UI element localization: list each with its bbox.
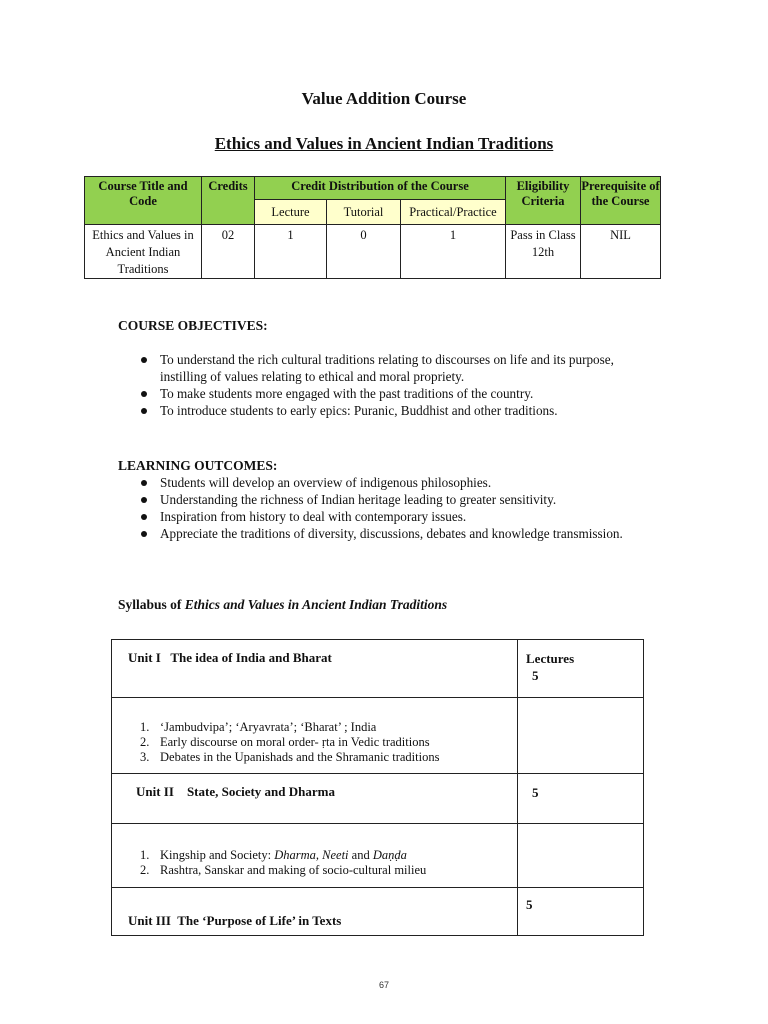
topic-item: 2. Rashtra, Sanskar and making of socio-cultural milieu	[140, 863, 427, 877]
header-eligibility: Eligibility Criteria	[506, 177, 581, 225]
outcome-item: Inspiration from history to deal with contemporary issues.	[132, 508, 652, 525]
unit-1-label: Unit I	[128, 650, 161, 665]
unit-1-lectures-cell	[518, 640, 644, 698]
lectures-label: Lectures	[526, 651, 575, 666]
credit-distribution-table	[84, 176, 661, 279]
objectives-heading: COURSE OBJECTIVES:	[118, 318, 268, 333]
outcome-item: Appreciate the traditions of diversity, discussions, debates and knowledge transmission.	[132, 525, 652, 542]
objective-item: To make students more engaged with the past traditions of the country.	[132, 385, 652, 402]
header-prerequisite: Prerequisite of the Course	[581, 177, 661, 225]
topic-item: 1. ‘Jambudvipa’; ‘Aryavrata’; ‘Bharat’ ; India	[140, 720, 377, 734]
unit-3-label: Unit III	[128, 913, 171, 928]
outcomes-list	[132, 474, 652, 542]
topic-item: 1. Kingship and Society: Dharma, Neeti and Daṇḍa	[140, 848, 407, 862]
header-tutorial: Tutorial	[327, 200, 401, 225]
syllabus-table	[111, 639, 644, 936]
header-practical: Practical/Practice	[401, 200, 506, 225]
unit-2-topics-cell	[112, 824, 518, 888]
unit-1-topics-cell	[112, 698, 518, 774]
unit-1-lectures: 5	[532, 668, 539, 683]
unit-2-lectures: 5	[518, 774, 644, 824]
cell-course-title: Ethics and Values in Ancient Indian Traditions	[85, 225, 202, 279]
cell-practical: 1	[401, 225, 506, 279]
unit-2-label: Unit II	[136, 784, 174, 799]
course-title: Ethics and Values in Ancient Indian Traditions	[214, 134, 554, 153]
topic-item: 3. Debates in the Upanishads and the Shramanic traditions	[140, 750, 440, 764]
cell-eligibility: Pass in Class 12th	[506, 225, 581, 279]
syllabus-course-name: Ethics and Values in Ancient Indian Traditions	[184, 597, 448, 612]
unit-3-lectures: 5	[518, 888, 644, 936]
outcome-item: Students will develop an overview of indigenous philosophies.	[132, 474, 652, 491]
header-lecture: Lecture	[255, 200, 327, 225]
header-credit-distribution: Credit Distribution of the Course	[255, 177, 506, 200]
cell-prerequisite: NIL	[581, 225, 661, 279]
cell-lecture: 1	[255, 225, 327, 279]
syllabus-prefix: Syllabus of	[118, 597, 185, 612]
outcomes-heading: LEARNING OUTCOMES:	[118, 458, 278, 473]
unit-2-empty-cell	[518, 824, 644, 888]
objective-item: To understand the rich cultural traditions relating to discourses on life and its purpose, instilling of values relating to ethical and moral propriety.	[132, 351, 652, 385]
cell-tutorial: 0	[327, 225, 401, 279]
unit-2-header	[112, 774, 518, 824]
unit-1-topics	[112, 720, 517, 765]
unit-1-header	[112, 640, 518, 698]
cell-credits: 02	[202, 225, 255, 279]
objective-item: To introduce students to early epics: Puranic, Buddhist and other traditions.	[132, 402, 652, 419]
unit-2-title: State, Society and Dharma	[186, 784, 335, 799]
unit-1-title: The idea of India and Bharat	[170, 650, 332, 665]
unit-3-header	[112, 888, 518, 936]
header-course-title: Course Title and Code	[85, 177, 202, 225]
outcome-item: Understanding the richness of Indian heritage leading to greater sensitivity.	[132, 491, 652, 508]
syllabus-heading	[118, 597, 447, 613]
header-credits: Credits	[202, 177, 255, 225]
unit-1-empty-cell	[518, 698, 644, 774]
course-category-title: Value Addition Course	[301, 89, 467, 108]
unit-3-title: The ‘Purpose of Life’ in Texts	[177, 913, 342, 928]
objectives-list	[132, 351, 652, 419]
unit-2-topics	[112, 848, 517, 878]
page-number: 67	[378, 980, 389, 990]
topic-item: 2. Early discourse on moral order- ṛta in Vedic traditions	[140, 735, 430, 749]
